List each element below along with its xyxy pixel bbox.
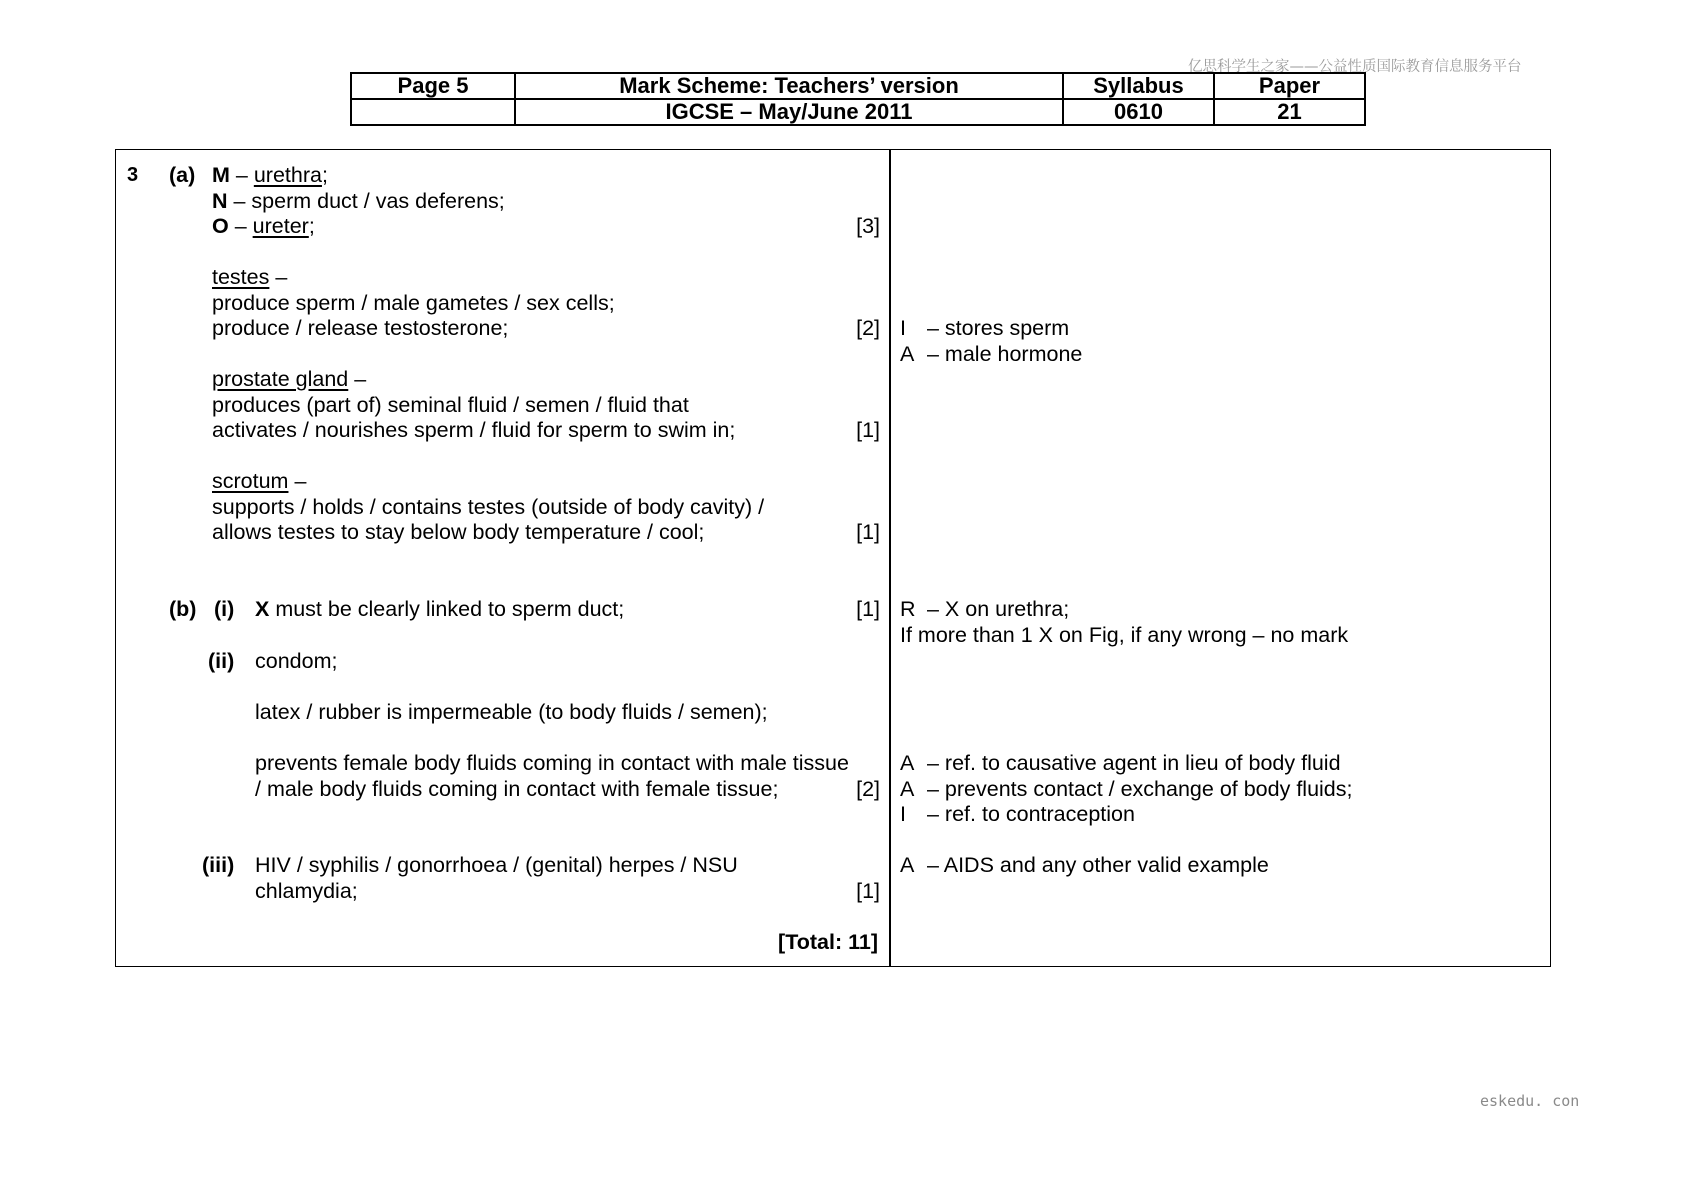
guidance-b-i-2: If more than 1 X on Fig, if any wrong – no mark bbox=[900, 623, 1349, 647]
header-syllabus-label: Syllabus bbox=[1063, 73, 1214, 99]
mark-testes: [2] bbox=[856, 316, 880, 340]
answer-O-dash: – bbox=[228, 214, 253, 238]
guidance-b-i-1 bbox=[900, 596, 1069, 622]
part-a-label: (a) bbox=[169, 163, 196, 187]
testes-line-1: produce sperm / male gametes / sex cells; bbox=[212, 291, 615, 315]
answer-O-text: ureter bbox=[252, 214, 309, 238]
prostate-heading-dash: – bbox=[348, 367, 367, 391]
part-b-iii-line-1: HIV / syphilis / gonorrhoea / (genital) herpes / NSU bbox=[255, 853, 738, 877]
guidance-testes-2 bbox=[900, 341, 1082, 367]
answer-M-letter: M bbox=[212, 163, 230, 187]
watermark-top: 亿思科学生之家——公益性质国际教育信息服务平台 bbox=[1188, 59, 1522, 75]
guidance-b-ii-2 bbox=[900, 776, 1353, 802]
mark-scheme-box bbox=[115, 149, 1551, 967]
guidance-b-i-1-code: R bbox=[900, 597, 916, 621]
testes-line-2: produce / release testosterone; bbox=[212, 316, 509, 340]
answer-M-end: ; bbox=[321, 163, 328, 187]
guidance-b-ii-1 bbox=[900, 750, 1341, 776]
testes-heading-dash: – bbox=[269, 265, 288, 289]
mark-part-a-labels: [3] bbox=[856, 214, 880, 238]
part-b-ii-line-3: prevents female body fluids coming in contact with male tissue bbox=[255, 751, 849, 775]
answer-M bbox=[212, 162, 328, 188]
prostate-line-1: produces (part of) seminal fluid / semen / fluid that bbox=[212, 393, 689, 417]
part-b-i-text: must be clearly linked to sperm duct; bbox=[269, 597, 625, 621]
guidance-b-ii-3-code: I bbox=[900, 802, 906, 826]
answer-O bbox=[212, 213, 315, 239]
guidance-testes-1-text: – stores sperm bbox=[927, 316, 1070, 340]
scrotum-line-2: allows testes to stay below body temperature / cool; bbox=[212, 520, 705, 544]
answer-M-dash: – bbox=[229, 163, 254, 187]
question-number: 3 bbox=[127, 164, 139, 186]
guidance-b-iii-1-code: A bbox=[900, 853, 915, 877]
answer-N-text: – sperm duct / vas deferens; bbox=[227, 189, 505, 213]
part-b-ii-label: (ii) bbox=[208, 649, 235, 673]
mark-part-b-i: [1] bbox=[856, 597, 880, 621]
mark-part-b-iii: [1] bbox=[856, 879, 880, 903]
scrotum-heading-dash: – bbox=[288, 469, 307, 493]
part-b-i-bold: X bbox=[255, 597, 270, 621]
guidance-b-ii-2-code: A bbox=[900, 777, 915, 801]
guidance-testes-2-text: – male hormone bbox=[927, 342, 1083, 366]
guidance-b-ii-1-text: – ref. to causative agent in lieu of body fluid bbox=[927, 751, 1341, 775]
guidance-b-iii-1 bbox=[900, 852, 1269, 878]
scrotum-heading bbox=[212, 468, 306, 494]
header-paper-label: Paper bbox=[1214, 73, 1365, 99]
guidance-b-ii-3 bbox=[900, 801, 1135, 827]
header-subtitle: IGCSE – May/June 2011 bbox=[515, 99, 1063, 125]
total-marks: [Total: 11] bbox=[778, 930, 878, 954]
header-title: Mark Scheme: Teachers’ version bbox=[515, 73, 1063, 99]
mark-part-b-ii: [2] bbox=[856, 777, 880, 801]
column-divider bbox=[889, 149, 891, 967]
watermark-bottom: eskedu. con bbox=[1480, 1092, 1580, 1110]
guidance-b-ii-1-code: A bbox=[900, 751, 915, 775]
part-b-ii-line-4: / male body fluids coming in contact with female tissue; bbox=[255, 777, 779, 801]
part-b-iii-label: (iii) bbox=[202, 853, 235, 877]
guidance-b-i-1-text: – X on urethra; bbox=[927, 597, 1070, 621]
scrotum-heading-text: scrotum bbox=[212, 469, 289, 493]
guidance-b-iii-1-text: – AIDS and any other valid example bbox=[927, 853, 1269, 877]
guidance-testes-2-code: A bbox=[900, 342, 915, 366]
part-b-ii-line-1: condom; bbox=[255, 649, 338, 673]
header-table bbox=[350, 72, 1366, 126]
testes-heading bbox=[212, 264, 287, 290]
answer-N-letter: N bbox=[212, 189, 228, 213]
guidance-b-ii-3-text: – ref. to contraception bbox=[927, 802, 1135, 826]
testes-heading-text: testes bbox=[212, 265, 270, 289]
answer-N bbox=[212, 188, 505, 214]
part-b-ii-line-2: latex / rubber is impermeable (to body fluids / semen); bbox=[255, 700, 768, 724]
prostate-line-2: activates / nourishes sperm / fluid for sperm to swim in; bbox=[212, 418, 736, 442]
mark-prostate: [1] bbox=[856, 418, 880, 442]
guidance-testes-1-code: I bbox=[900, 316, 906, 340]
guidance-b-ii-2-text: – prevents contact / exchange of body fluids; bbox=[927, 777, 1353, 801]
prostate-heading-text: prostate gland bbox=[212, 367, 349, 391]
header-empty-cell bbox=[351, 99, 515, 125]
part-b-i-label: (i) bbox=[214, 597, 235, 621]
part-b-iii-line-2: chlamydia; bbox=[255, 879, 358, 903]
header-syllabus-value: 0610 bbox=[1063, 99, 1214, 125]
mark-scrotum: [1] bbox=[856, 520, 880, 544]
answer-M-text: urethra bbox=[253, 163, 322, 187]
part-b-i-answer bbox=[255, 596, 624, 622]
part-b-label: (b) bbox=[169, 597, 197, 621]
scrotum-line-1: supports / holds / contains testes (outside of body cavity) / bbox=[212, 495, 765, 519]
answer-O-letter: O bbox=[212, 214, 229, 238]
header-paper-value: 21 bbox=[1214, 99, 1365, 125]
guidance-testes-1 bbox=[900, 315, 1069, 341]
answer-O-end: ; bbox=[308, 214, 315, 238]
prostate-heading bbox=[212, 366, 366, 392]
header-page: Page 5 bbox=[351, 73, 515, 99]
